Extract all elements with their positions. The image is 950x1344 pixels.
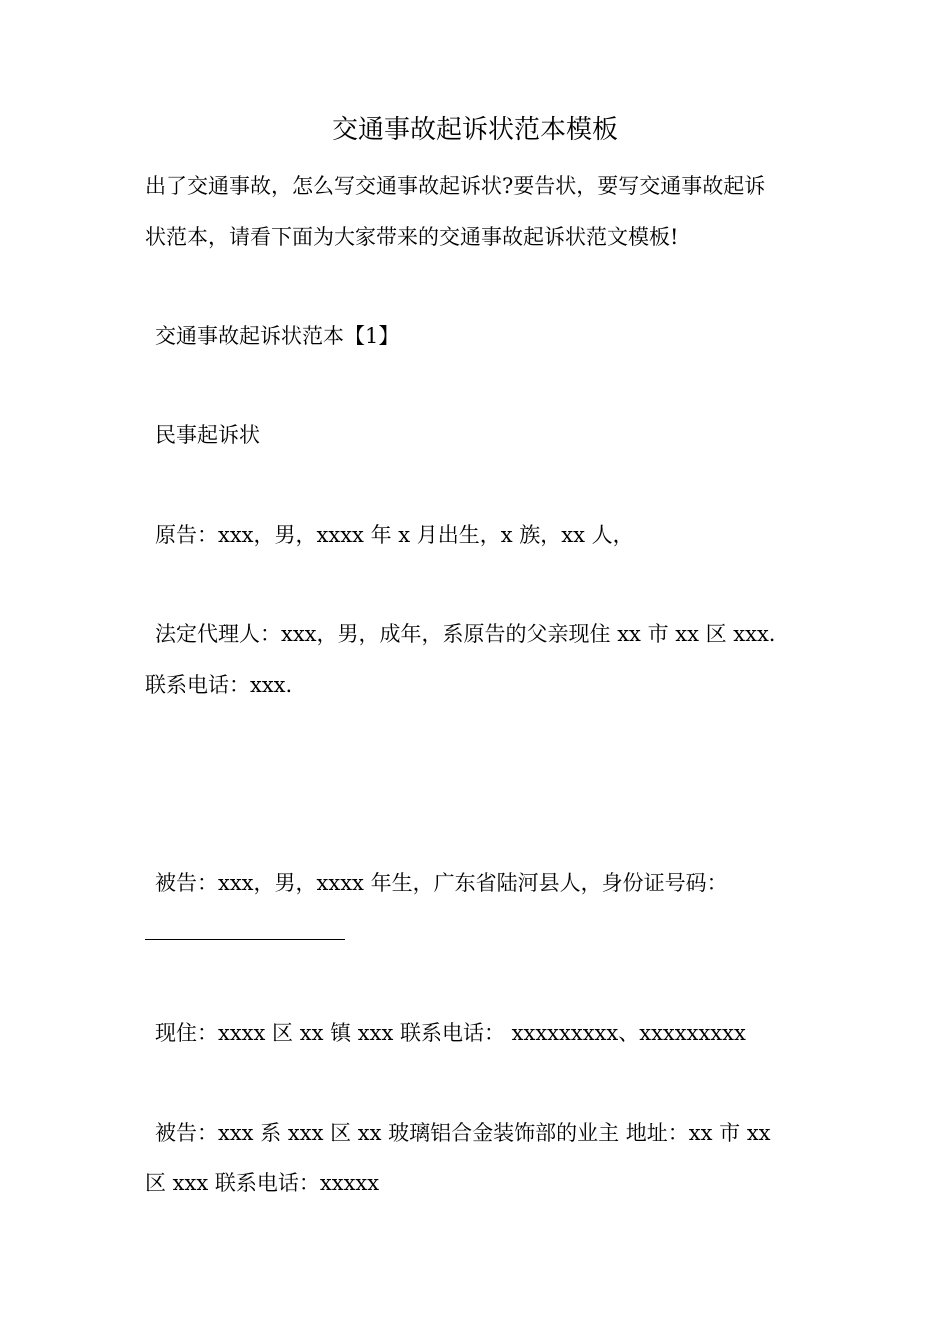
- section-heading: 交通事故起诉状范本【1】: [155, 324, 400, 348]
- defendant-2-info-line-2: 区 xxx 联系电话：xxxxx: [145, 1171, 380, 1195]
- plaintiff-info: 原告：xxx，男，xxxx 年 x 月出生，x 族，xx 人，: [155, 523, 634, 547]
- intro-paragraph-line-2: 状范本，请看下面为大家带来的交通事故起诉状范文模板!: [145, 225, 679, 249]
- legal-representative-line-1: 法定代理人：xxx，男，成年，系原告的父亲现住 xx 市 xx 区 xxx.: [155, 622, 776, 646]
- document-title: 交通事故起诉状范本模板: [331, 115, 618, 145]
- id-number-blank-line: [145, 939, 345, 940]
- defendant-1-info: 被告：xxx，男，xxxx 年生，广东省陆河县人，身份证号码：: [155, 871, 728, 895]
- intro-paragraph-line-1: 出了交通事故，怎么写交通事故起诉状?要告状，要写交通事故起诉: [145, 174, 766, 198]
- legal-representative-line-2: 联系电话：xxx.: [145, 673, 293, 697]
- defendant-2-info-line-1: 被告：xxx 系 xxx 区 xx 玻璃铝合金装饰部的业主 地址：xx 市 xx: [155, 1121, 771, 1145]
- complaint-type-heading: 民事起诉状: [155, 423, 260, 447]
- defendant-1-address: 现住：xxxx 区 xx 镇 xxx 联系电话： xxxxxxxxx、xxxxxxxxx: [155, 1021, 746, 1045]
